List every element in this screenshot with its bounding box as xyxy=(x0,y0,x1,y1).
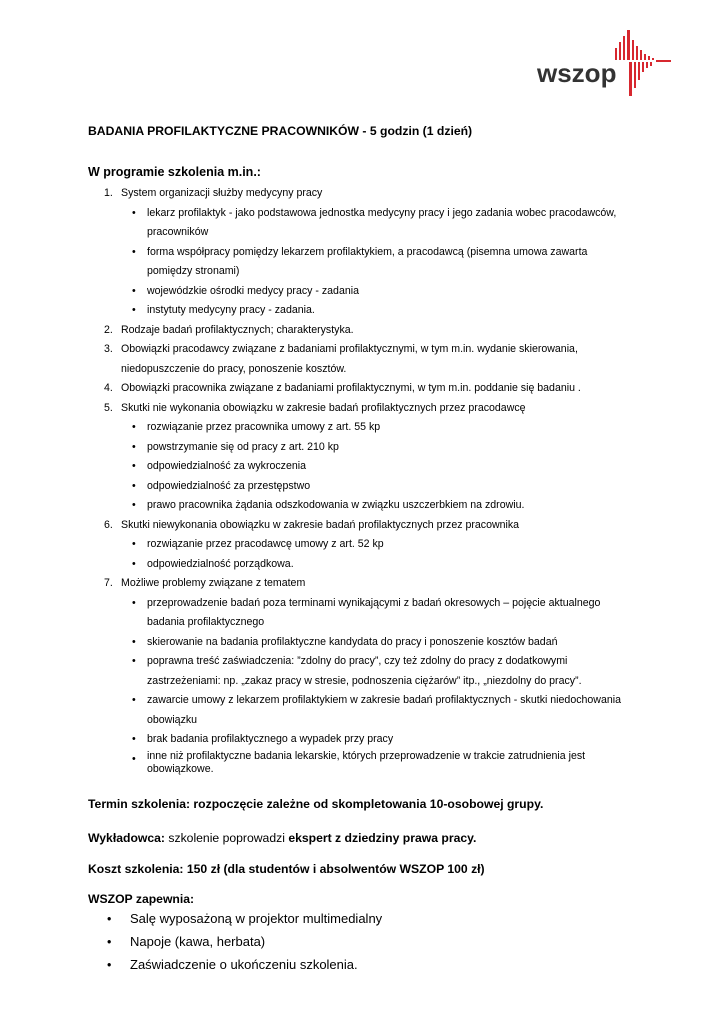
bullet-marker: • xyxy=(132,694,136,706)
wykladowca-mid: szkolenie poprowadzi xyxy=(165,831,289,845)
wykladowca-line xyxy=(88,831,476,845)
bullet-marker: • xyxy=(132,752,136,765)
sub-item-text: pracowników xyxy=(147,226,209,238)
wszop-logo xyxy=(537,30,671,102)
bullet-marker: • xyxy=(132,479,136,492)
list-item-text: Skutki niewykonania obowiązku w zakresie badań profilaktycznych przez pracownika xyxy=(121,518,520,531)
list-number: 6. xyxy=(104,518,113,531)
bullet-marker: • xyxy=(132,655,136,667)
zapewnia-heading: WSZOP zapewnia: xyxy=(88,892,195,906)
sub-item-text: forma współpracy pomiędzy lekarzem profilaktykiem, a pracodawcą (pisemna umowa zawarta xyxy=(147,245,588,258)
list-item-text: Możliwe problemy związane z tematem xyxy=(121,577,306,589)
sub-item-text: powstrzymanie się od pracy z art. 210 kp xyxy=(147,440,339,453)
sub-item-text: instytuty medycyny pracy - zadania. xyxy=(147,304,315,316)
list-item-text: Rodzaje badań profilaktycznych; charakterystyka. xyxy=(121,323,354,336)
list-item-text: niedopuszczenie do pracy, ponoszenie kosztów. xyxy=(121,362,347,375)
sub-item-text: obowiązkowe. xyxy=(147,762,214,775)
wykladowca-label: Wykładowca: xyxy=(88,831,165,845)
document-title: BADANIA PROFILAKTYCZNE PRACOWNIKÓW - 5 godzin (1 dzień) xyxy=(88,124,473,138)
list-number: 1. xyxy=(104,187,113,199)
zapewnia-item: Zaświadczenie o ukończeniu szkolenia. xyxy=(130,957,358,972)
list-number: 7. xyxy=(104,577,113,589)
sub-item-text: lekarz profilaktyk - jako podstawowa jednostka medycyny pracy i jego zadania wobec pracodawców, xyxy=(147,206,617,219)
sub-item-text: rozwiązanie przez pracownika umowy z art. 55 kp xyxy=(147,421,381,433)
sub-item-text: wojewódzkie ośrodki medycy pracy - zadania xyxy=(147,284,359,297)
sub-item-text: prawo pracownika żądania odszkodowania w związku uszczerbkiem na zdrowiu. xyxy=(147,499,525,511)
logo-text: wszop xyxy=(537,58,617,88)
bullet-marker: • xyxy=(132,499,136,511)
list-number: 5. xyxy=(104,401,113,414)
bullet-marker: • xyxy=(132,733,136,745)
sub-item-text: odpowiedzialność za wykroczenia xyxy=(147,460,306,472)
bullet-marker: • xyxy=(132,206,136,219)
sub-item-text: zastrzeżeniami: np. „zakaz pracy w stresie, podnoszenia ciężarów” itp., „niezdolny do pracy”. xyxy=(147,674,582,687)
bullet-marker: • xyxy=(132,304,136,316)
sub-item-text: odpowiedzialność porządkowa. xyxy=(147,557,294,570)
sub-item-text: pomiędzy stronami) xyxy=(147,265,240,277)
sub-item-text: przeprowadzenie badań poza terminami wynikającymi z badań okresowych – pojęcie aktualnego xyxy=(147,596,601,609)
koszt-line: Koszt szkolenia: 150 zł (dla studentów i absolwentów WSZOP 100 zł) xyxy=(88,862,485,876)
bullet-marker: • xyxy=(132,440,136,453)
sub-item-text: obowiązku xyxy=(147,713,198,726)
bullet-marker: • xyxy=(132,284,136,297)
sub-item-text: odpowiedzialność za przestępstwo xyxy=(147,479,311,492)
bullet-marker: • xyxy=(132,596,136,609)
list-number: 3. xyxy=(104,343,113,355)
bullet-marker: • xyxy=(132,557,136,570)
sub-item-text: poprawna treść zaświadczenia: ”zdolny do pracy”, czy też zdolny do pracy z dodatkowymi xyxy=(147,655,568,667)
bullet-marker: • xyxy=(107,958,112,972)
list-number: 4. xyxy=(104,382,113,394)
sub-item-text: inne niż profilaktyczne badania lekarskie, których przeprowadzenie w trakcie zatrudnienia jest xyxy=(147,749,586,762)
zapewnia-item: Salę wyposażoną w projektor multimedialny xyxy=(130,911,383,926)
termin-line: Termin szkolenia: rozpoczęcie zależne od skompletowania 10-osobowej grupy. xyxy=(88,797,544,811)
list-item-text: Skutki nie wykonania obowiązku w zakresie badań profilaktycznych przez pracodawcę xyxy=(121,401,526,414)
zapewnia-item: Napoje (kawa, herbata) xyxy=(130,934,266,949)
bullet-marker: • xyxy=(132,635,136,648)
bullet-marker: • xyxy=(132,245,136,258)
sub-item-text: skierowanie na badania profilaktyczne kandydata do pracy i ponoszenie kosztów badań xyxy=(147,635,558,648)
bullet-marker: • xyxy=(132,460,136,472)
wszop-logo-graphic xyxy=(537,30,671,102)
program-heading: W programie szkolenia m.in.: xyxy=(88,165,261,179)
sub-item-text: zawarcie umowy z lekarzem profilaktykiem w zakresie badań profilaktycznych - skutki niedochowania xyxy=(147,694,621,706)
bullet-marker: • xyxy=(107,912,112,926)
sub-item-text: brak badania profilaktycznego a wypadek przy pracy xyxy=(147,733,394,745)
bullet-marker: • xyxy=(107,935,112,949)
list-item-text: Obowiązki pracownika związane z badaniami profilaktycznymi, w tym m.in. poddanie się badaniu . xyxy=(121,382,581,394)
bullet-marker: • xyxy=(132,538,136,550)
sub-item-text: rozwiązanie przez pracodawcę umowy z art. 52 kp xyxy=(147,538,384,550)
bullet-marker: • xyxy=(132,421,136,433)
wykladowca-expert: ekspert z dziedziny prawa pracy. xyxy=(288,831,477,845)
sub-item-text: badania profilaktycznego xyxy=(147,616,265,628)
list-number: 2. xyxy=(104,323,113,336)
list-item-text: Obowiązki pracodawcy związane z badaniami profilaktycznymi, w tym m.in. wydanie skierowania, xyxy=(121,343,578,355)
list-item-text: System organizacji służby medycyny pracy xyxy=(121,187,323,199)
